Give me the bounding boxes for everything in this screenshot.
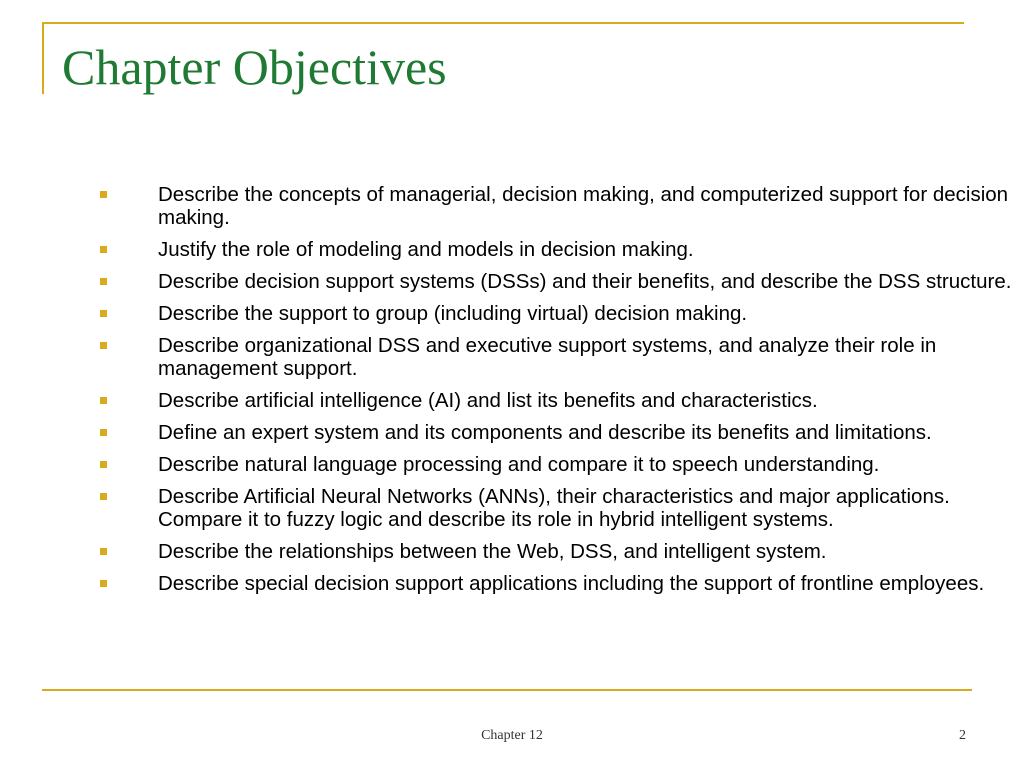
square-bullet-icon — [100, 278, 107, 285]
list-item — [100, 389, 1020, 412]
list-item-text: Describe decision support systems (DSSs) and their benefits, and describe the DSS structure. — [158, 270, 1012, 293]
list-item — [100, 540, 1020, 563]
square-bullet-icon — [100, 246, 107, 253]
square-bullet-icon — [100, 191, 107, 198]
list-item — [100, 421, 1020, 444]
page-title: Chapter Objectives — [62, 39, 447, 95]
footer-page-number: 2 — [959, 728, 966, 743]
top-accent-rule — [42, 22, 964, 24]
square-bullet-icon — [100, 429, 107, 436]
square-bullet-icon — [100, 580, 107, 587]
square-bullet-icon — [100, 397, 107, 404]
footer-chapter: Chapter 12 — [481, 728, 543, 743]
list-item — [100, 572, 1020, 595]
list-item — [100, 334, 1020, 380]
left-accent-rule — [42, 22, 44, 94]
list-item — [100, 238, 1020, 261]
square-bullet-icon — [100, 493, 107, 500]
list-item — [100, 183, 1020, 229]
bottom-accent-rule — [42, 689, 972, 691]
list-item-text: Describe special decision support applications including the support of frontline employees. — [158, 572, 985, 595]
list-item-text: Describe artificial intelligence (AI) and list its benefits and characteristics. — [158, 389, 818, 412]
list-item-text: Describe the relationships between the Web, DSS, and intelligent system. — [158, 540, 827, 563]
list-item-text: Describe the concepts of managerial, decision making, and computerized support for decision making. — [158, 183, 1009, 229]
list-item-text: Describe Artificial Neural Networks (ANNs), their characteristics and major applications. Compare it to fuzzy logic and describe its role in hybrid intelligent systems. — [158, 485, 950, 531]
square-bullet-icon — [100, 548, 107, 555]
objectives-list — [100, 183, 1020, 604]
list-item — [100, 453, 1020, 476]
list-item-text: Define an expert system and its components and describe its benefits and limitations. — [158, 421, 932, 444]
list-item-text: Describe the support to group (including virtual) decision making. — [158, 302, 748, 325]
list-item — [100, 302, 1020, 325]
list-item — [100, 485, 1020, 531]
square-bullet-icon — [100, 342, 107, 349]
square-bullet-icon — [100, 461, 107, 468]
list-item-text: Describe organizational DSS and executive support systems, and analyze their role in management support. — [158, 334, 937, 380]
list-item-text: Justify the role of modeling and models in decision making. — [158, 238, 694, 261]
list-item-text: Describe natural language processing and compare it to speech understanding. — [158, 453, 880, 476]
list-item — [100, 270, 1020, 293]
square-bullet-icon — [100, 310, 107, 317]
